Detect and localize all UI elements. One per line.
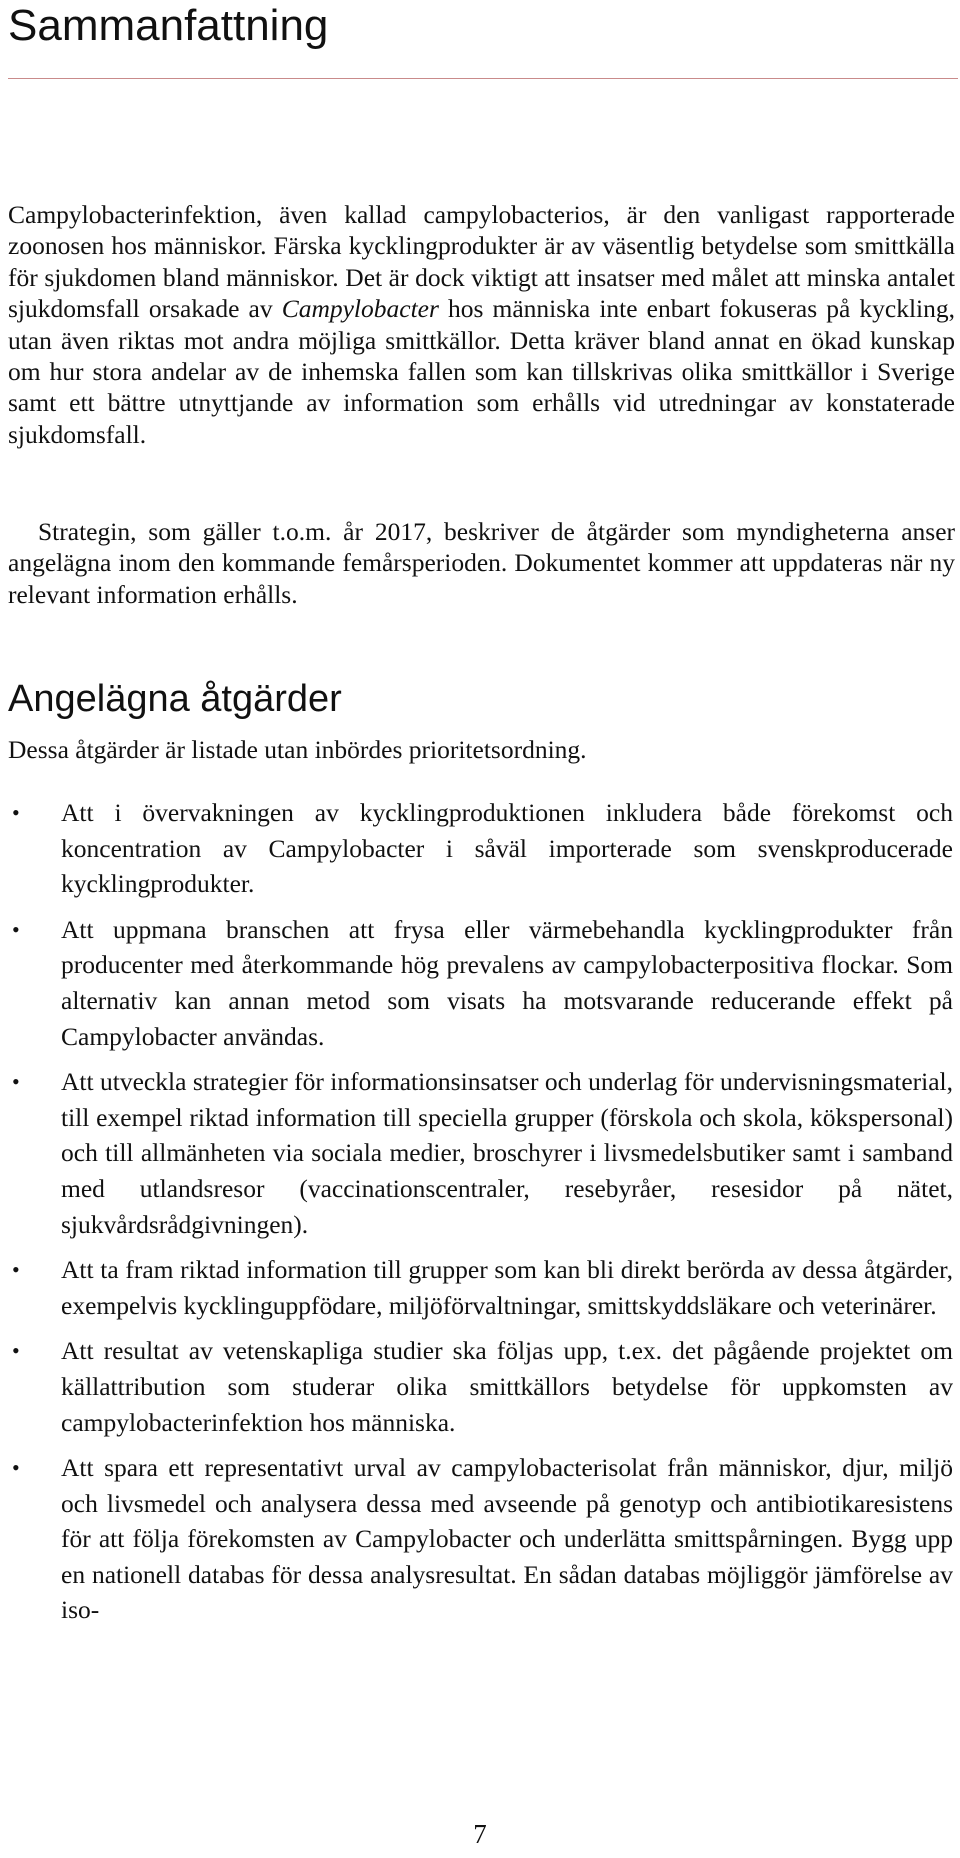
list-item-text: Att resultat av vetenskapliga studier ska följas upp, t.ex. det pågående projektet om källattribution som studerar olika smittkällors betydelse för uppkomsten av campylobacterinfektion hos människa. [61,1336,953,1437]
list-item [0,912,953,1054]
bullet-icon: • [12,800,20,825]
measures-list [0,795,960,1638]
heading-rule [8,78,958,79]
list-item-text: Att uppmana branschen att frysa eller värmebehandla kycklingprodukter från producenter med återkommande hög prevalens av campylobacterpositiva flockar. Som alternativ kan annan metod som visats ha motsvarande reducerande effekt på Campylobacter användas. [61,914,953,1051]
list-item [0,1450,953,1628]
bullet-icon: • [12,1338,20,1364]
list-item-text: Att utveckla strategier för informationsinsatser och underlag för undervisningsmaterial, till exempel riktad information till speciella grupper (förskola och skola, kökspersonal) och till allmänheten via sociala medier, broschyrer i livsmedelsbutiker samt i samband med utlandsresor (vaccinationscentraler, resebyråer, resesidor på nätet, sjukvårdsrådgivningen). [61,1067,953,1239]
summary-italic-term: Campylobacter [281,294,439,324]
bullet-icon: • [12,916,20,942]
strategy-paragraph: Strategin, som gäller t.o.m. år 2017, beskriver de åtgärder som myndigheterna anser angelägna inom den kommande femårsperioden. Dokumentet kommer att uppdateras när ny relevant information erhålls. [8,517,955,609]
bullet-icon: • [12,1257,20,1283]
list-item [0,795,953,902]
page-number: 7 [473,1819,487,1849]
list-item [0,1252,953,1323]
list-item [0,1333,953,1440]
list-item-text: Att spara ett representativt urval av campylobacterisolat från människor, djur, miljö och livsmedel och analysera dessa med avseende på genotyp och antibiotikaresistens för att följa förekomsten av Campylobacter och underlätta smittspårningen. Bygg upp en nationell databas för dessa analysresultat. En sådan databas möjliggör jämförelse av iso- [61,1453,953,1625]
bullet-icon: • [12,1069,20,1095]
summary-text-part-2: hos människa inte enbart fokuseras på kyckling, utan även riktas mot andra möjliga smittkällor. Detta kräver bland annat en ökad kunskap om hur stora andelar av de inhemska fallen som kan tillskrivas olika smittkällor i Sverige samt ett bättre utnyttjande av information som erhålls vid utredningar av konstaterade sjukdomsfall. [8,294,955,449]
page-heading: Sammanfattning [8,1,329,50]
summary-paragraph [8,199,955,450]
bullet-icon: • [12,1455,20,1481]
summary-text-part-1: Campylobacterinfektion, även kallad campylobacterios, är den vanligast rapporterade zoonosen hos människor. Färska kycklingprodukter är av väsentlig betydelse som smittkälla för sjukdomen bland människor. Det är dock viktigt att insatser med målet att minska antalet sjukdomsfall orsakade av [8,200,955,324]
section-intro: Dessa åtgärder är listade utan inbördes prioritetsordning. [8,735,587,764]
list-item-text: Att i övervakningen av kycklingproduktionen inkludera både förekomst och koncentration av Campylobacter i såväl importerade som svenskproducerade kycklingprodukter. [61,798,953,899]
list-item-text: Att ta fram riktad information till grupper som kan bli direkt berörda av dessa åtgärder, exempelvis kycklinguppfödare, miljöförvaltningar, smittskyddsläkare och veterinärer. [61,1255,953,1320]
list-item [0,1064,953,1242]
section-heading: Angelägna åtgärder [8,678,342,720]
